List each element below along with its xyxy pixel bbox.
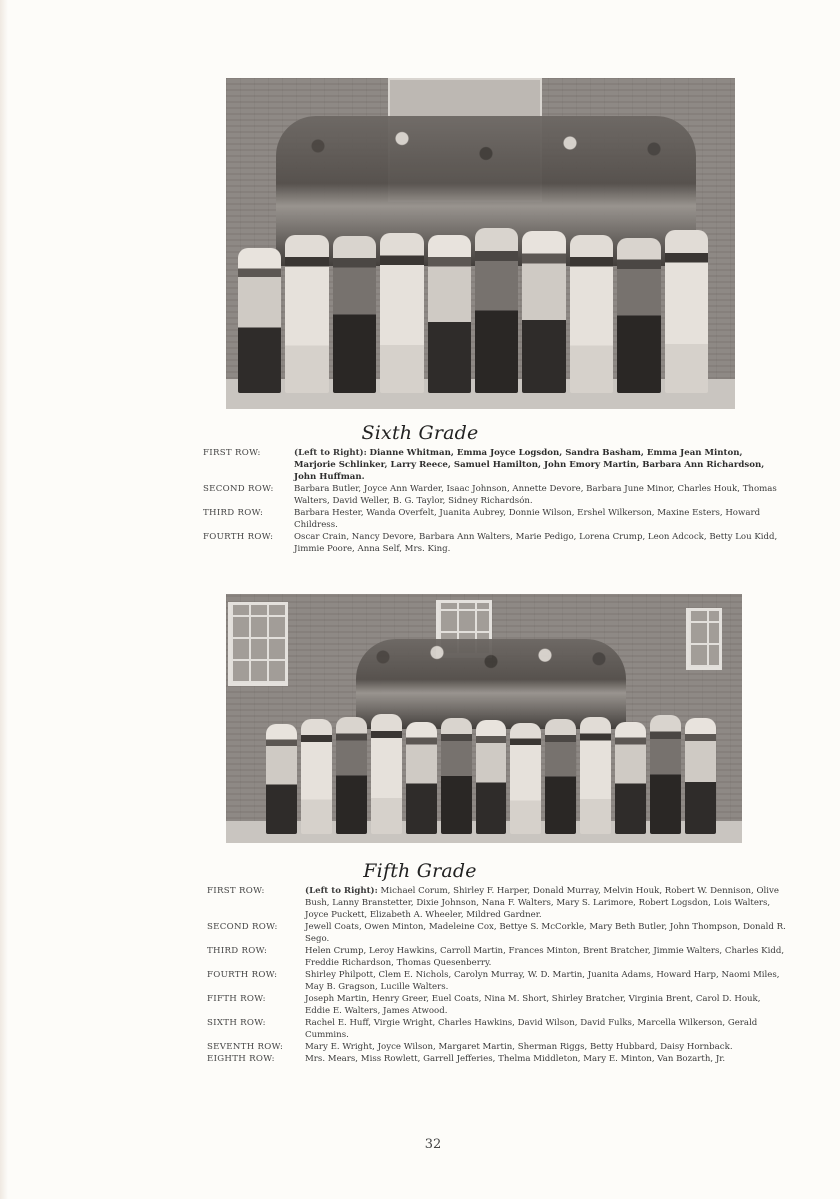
roster-row (207, 993, 787, 1017)
roster-row (207, 945, 787, 969)
row-names (294, 447, 778, 483)
row-prefix: (Left to Right): (294, 448, 367, 458)
row-names-text: Dianne Whitman, Emma Joyce Logsdon, Sandra Basham, Emma Jean Minton, Marjorie Schlinker, Larry Reece, Samuel Hamilton, John Emory Martin, Barbara Ann Richardson, John Huffman. (294, 448, 765, 482)
roster-row (207, 969, 787, 993)
school-window-right (686, 608, 722, 670)
row-names-text: Shirley Philpott, Clem E. Nichols, Carolyn Murray, W. D. Martin, Juanita Adams, Howard Harp, Naomi Miles, May B. Gragson, Lucille Walters. (305, 970, 780, 992)
row-names-text: Michael Corum, Shirley F. Harper, Donald Murray, Melvin Houk, Robert W. Dennison, Olive Bush, Lanny Branstetter, Dixie Johnson, Nana F. Walters, Mary S. Larimore, Robert Logsdon, Lois Walters, Joyce Puckett, Elizabeth A. Wheeler, Mildred Gardner. (305, 886, 779, 920)
front-row-students (266, 709, 716, 834)
row-names-text: Jewell Coats, Owen Minton, Madeleine Cox, Bettye S. McCorkle, Mary Beth Butler, John Thompson, Donald R. Sego. (305, 922, 786, 944)
row-label: FOURTH ROW: (203, 532, 274, 542)
row-names-text: Helen Crump, Leroy Hawkins, Carroll Martin, Frances Minton, Brent Bratcher, Jimmie Walters, Charles Kidd, Freddie Richardson, Thomas Quesenberry. (305, 946, 785, 968)
row-label: FIRST ROW: (207, 886, 265, 896)
page-number: 32 (424, 1137, 442, 1152)
page-edge-shadow (0, 0, 8, 1199)
fifth-grade-roster (207, 885, 787, 1065)
sixth-grade-photo (226, 78, 735, 409)
roster-row (207, 885, 787, 921)
front-row-students (238, 228, 708, 393)
row-names-text: Oscar Crain, Nancy Devore, Barbara Ann Walters, Marie Pedigo, Lorena Crump, Leon Adcock, Betty Lou Kidd, Jimmie Poore, Anna Self, Mrs. King. (294, 532, 778, 554)
row-label: THIRD ROW: (207, 946, 268, 956)
row-prefix: (Left to Right): (305, 886, 378, 896)
row-label: FOURTH ROW: (207, 970, 278, 980)
row-label: SEVENTH ROW: (207, 1042, 284, 1052)
roster-row (203, 507, 778, 531)
row-label: THIRD ROW: (203, 508, 264, 518)
roster-row (203, 531, 778, 555)
row-names-text: Barbara Butler, Joyce Ann Warder, Isaac Johnson, Annette Devore, Barbara June Minor, Charles Houk, Thomas Walters, David Weller, B. G. Taylor, Sidney Richardsón. (294, 484, 777, 506)
fifth-grade-photo (226, 594, 742, 843)
sixth-grade-title: Sixth Grade (361, 422, 479, 444)
roster-row (203, 447, 778, 483)
row-names-text: Barbara Hester, Wanda Overfelt, Juanita Aubrey, Donnie Wilson, Ershel Wilkerson, Maxine Esters, Howard Childress. (294, 508, 761, 530)
row-label: SIXTH ROW: (207, 1018, 266, 1028)
roster-row (207, 1041, 787, 1053)
row-label: FIRST ROW: (203, 448, 261, 458)
sixth-grade-roster (203, 447, 778, 555)
row-names-text: Mrs. Mears, Miss Rowlett, Garrell Jefferies, Thelma Middleton, Mary E. Minton, Van Bozarth, Jr. (305, 1054, 726, 1064)
row-names-text: Joseph Martin, Henry Greer, Euel Coats, Nina M. Short, Shirley Bratcher, Virginia Brent, Carol D. Houk, Eddie E. Walters, James Atwood. (305, 994, 761, 1016)
row-names-text: Rachel E. Huff, Virgie Wright, Charles Hawkins, David Wilson, David Fulks, Marcella Wilkerson, Gerald Cummins. (305, 1018, 758, 1040)
row-names (305, 885, 787, 921)
school-window-left (228, 602, 288, 686)
row-label: SECOND ROW: (207, 922, 278, 932)
row-label: SECOND ROW: (203, 484, 274, 494)
row-names-text: Mary E. Wright, Joyce Wilson, Margaret Martin, Sherman Riggs, Betty Hubbard, Daisy Hornback. (305, 1042, 733, 1052)
roster-row (207, 921, 787, 945)
row-label: FIFTH ROW: (207, 994, 266, 1004)
roster-row (207, 1053, 787, 1065)
row-label: EIGHTH ROW: (207, 1054, 275, 1064)
roster-row (207, 1017, 787, 1041)
roster-row (203, 483, 778, 507)
fifth-grade-title: Fifth Grade (363, 860, 477, 882)
